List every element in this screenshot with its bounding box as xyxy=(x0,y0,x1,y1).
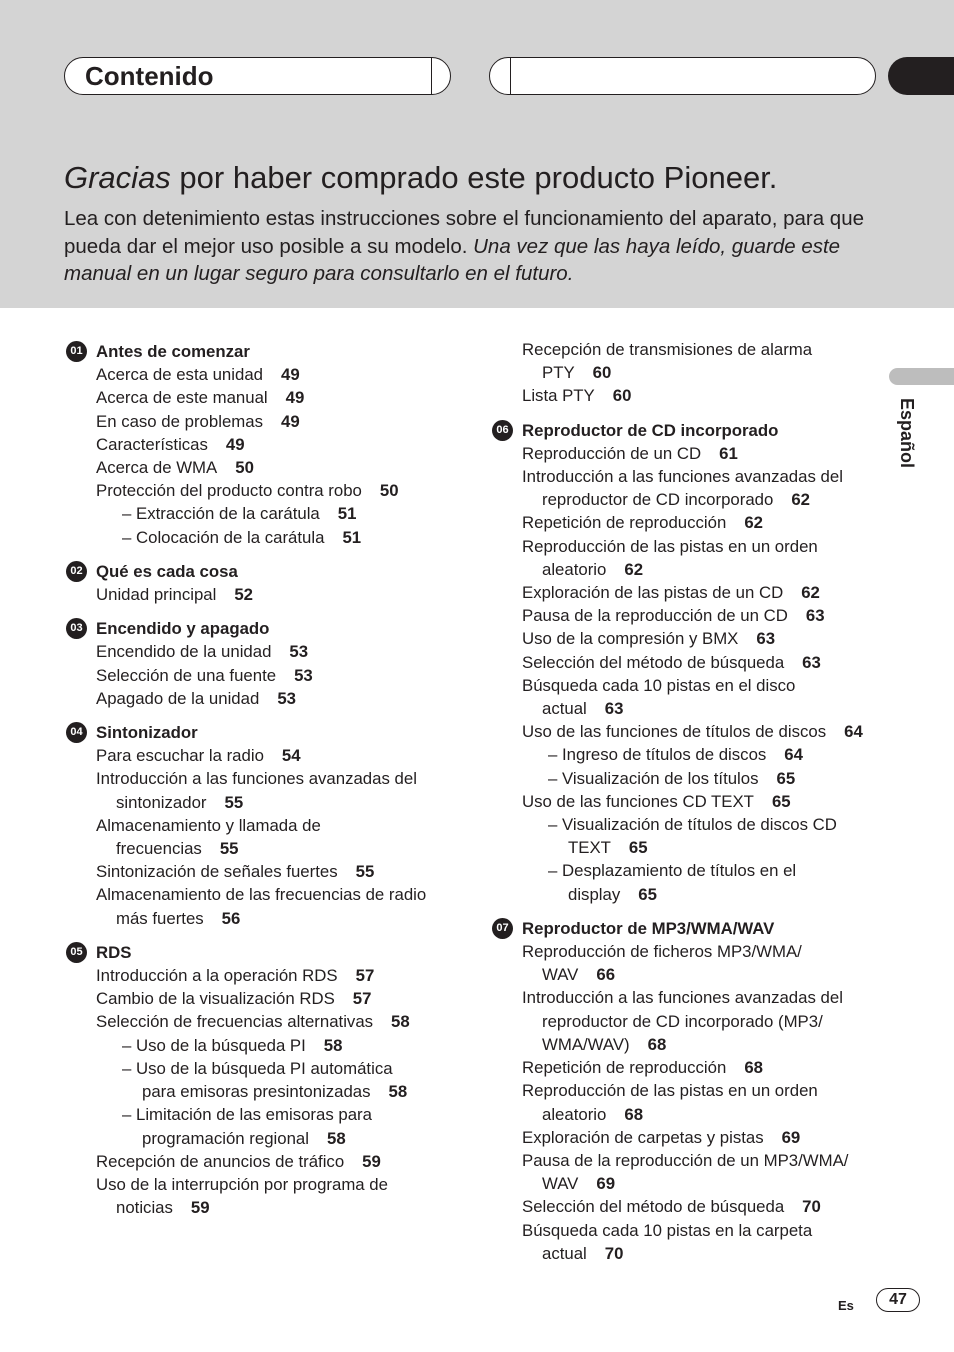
toc-subitem-continuation[interactable] xyxy=(490,836,890,859)
toc-item-text: programación regional xyxy=(142,1128,309,1148)
toc-item[interactable] xyxy=(490,1126,890,1149)
toc-item-continuation[interactable] xyxy=(490,1103,890,1126)
toc-page-number: 62 xyxy=(624,559,644,579)
toc-page-number: 62 xyxy=(744,513,763,533)
toc-item[interactable] xyxy=(490,940,890,963)
toc-item[interactable] xyxy=(64,479,464,502)
toc-page-number: 70 xyxy=(802,1197,821,1217)
toc-item-text: En caso de problemas xyxy=(96,411,263,431)
toc-item-text: Protección del producto contra robo xyxy=(96,481,362,501)
toc-item[interactable] xyxy=(490,1079,890,1102)
toc-subitem[interactable] xyxy=(64,1103,464,1126)
pill-seam xyxy=(431,58,432,94)
language-tab xyxy=(889,368,954,385)
toc-page-number: 53 xyxy=(277,688,296,708)
language-label: Español xyxy=(897,398,917,469)
section-number-badge: 06 xyxy=(492,420,513,441)
toc-page-number: 63 xyxy=(756,629,776,649)
toc-item-continuation[interactable] xyxy=(490,1172,890,1195)
toc-column-right xyxy=(490,338,890,1265)
toc-item[interactable] xyxy=(64,386,464,409)
toc-item-text: noticias xyxy=(116,1198,173,1218)
toc-page-number: 54 xyxy=(281,746,301,766)
toc-page-number: 49 xyxy=(281,365,300,385)
toc-page-number: 51 xyxy=(342,527,362,547)
toc-item-text: – Visualización de los títulos xyxy=(548,768,759,788)
toc-section-05[interactable] xyxy=(64,941,464,964)
toc-page-number: 55 xyxy=(219,839,239,859)
toc-item-text: – Ingreso de títulos de discos xyxy=(548,745,767,765)
toc-subitem[interactable] xyxy=(64,526,464,549)
toc-item-text: Selección del método de búsqueda xyxy=(522,1197,785,1217)
toc-item[interactable] xyxy=(490,627,890,650)
headline-italic: Gracias xyxy=(64,160,171,195)
toc-item-continuation[interactable] xyxy=(64,837,464,860)
toc-item-text: actual xyxy=(542,699,587,719)
toc-item-text: Repetición de reproducción xyxy=(522,513,727,533)
section-title: Reproductor de MP3/WMA/WAV xyxy=(522,918,775,938)
toc-page-number: 60 xyxy=(612,386,632,406)
intro-italic: Una vez que las haya leído, guarde este manual en un lugar seguro para consultarlo en el futuro. xyxy=(64,234,841,285)
toc-page-number: 69 xyxy=(781,1127,801,1147)
toc-item[interactable] xyxy=(64,767,464,790)
section-title: Antes de comenzar xyxy=(96,342,250,361)
toc-page-number: 63 xyxy=(604,699,624,719)
toc-item-text: Reproducción de las pistas en un orden xyxy=(522,536,818,556)
toc-item[interactable] xyxy=(490,384,890,407)
toc-page-number: 58 xyxy=(326,1128,346,1148)
toc-item[interactable] xyxy=(490,720,890,743)
toc-item[interactable] xyxy=(64,1173,464,1196)
toc-item[interactable] xyxy=(64,410,464,433)
empty-pill xyxy=(489,57,876,95)
toc-item-text: Acerca de este manual xyxy=(96,388,268,408)
toc-column-left xyxy=(64,338,464,1219)
toc-item[interactable] xyxy=(490,1056,890,1079)
toc-item-continuation[interactable] xyxy=(490,488,890,511)
toc-page-number: 53 xyxy=(294,665,313,685)
toc-item-text: Unidad principal xyxy=(96,585,217,605)
toc-item[interactable] xyxy=(64,664,464,687)
toc-page-number: 66 xyxy=(596,965,616,985)
headline-rest: por haber comprado este producto Pioneer. xyxy=(170,160,778,195)
toc-item-text: Uso de las funciones de títulos de discos xyxy=(522,722,827,742)
section-title: Contenido xyxy=(85,61,214,91)
toc-item-text: Búsqueda cada 10 pistas en el disco xyxy=(522,675,796,695)
toc-item[interactable] xyxy=(490,581,890,604)
toc-page-number: 65 xyxy=(771,791,791,811)
section-title: Encendido y apagado xyxy=(96,619,270,639)
toc-page-number: 59 xyxy=(190,1198,210,1218)
toc-page-number: 55 xyxy=(224,792,244,812)
toc-item[interactable] xyxy=(64,987,464,1010)
toc-item-text: – Colocación de la carátula xyxy=(122,527,325,547)
toc-item[interactable] xyxy=(64,363,464,386)
toc-item-text: Búsqueda cada 10 pistas en la carpeta xyxy=(522,1220,813,1240)
toc-item-continuation[interactable] xyxy=(490,1033,890,1056)
toc-subitem[interactable] xyxy=(490,859,890,882)
toc-page-number: 63 xyxy=(805,606,825,626)
toc-item-continuation[interactable] xyxy=(490,963,890,986)
intro-paragraph xyxy=(64,205,894,288)
toc-item[interactable] xyxy=(490,651,890,674)
toc-item-text: Apagado de la unidad xyxy=(96,688,260,708)
toc-item-text: Reproducción de las pistas en un orden xyxy=(522,1081,818,1101)
toc-item-text: Uso de la interrupción por programa de xyxy=(96,1174,388,1194)
toc-item-text: Cambio de la visualización RDS xyxy=(96,989,335,1009)
toc-item-text: Exploración de carpetas y pistas xyxy=(522,1127,764,1147)
toc-item[interactable] xyxy=(490,338,890,361)
toc-page-number: 53 xyxy=(289,642,309,662)
toc-section-02[interactable] xyxy=(64,560,464,583)
toc-item-continuation[interactable] xyxy=(64,1196,464,1219)
toc-item-text: Características xyxy=(96,434,208,454)
section-number-badge: 04 xyxy=(66,722,87,743)
toc-subitem[interactable] xyxy=(64,502,464,525)
toc-page-number: 55 xyxy=(355,862,375,882)
toc-item-text: display xyxy=(568,884,621,904)
toc-page-number: 58 xyxy=(391,1012,410,1032)
toc-item[interactable] xyxy=(64,883,464,906)
toc-item-text: – Extracción de la carátula xyxy=(122,504,320,524)
toc-item-text: WMA/WAV) xyxy=(542,1034,630,1054)
toc-page-number: 68 xyxy=(744,1058,763,1078)
toc-item[interactable] xyxy=(490,986,890,1009)
section-title: Qué es cada cosa xyxy=(96,561,238,581)
header-band xyxy=(0,0,954,308)
toc-item-text: Uso de las funciones CD TEXT xyxy=(522,791,754,811)
toc-item-text: Almacenamiento de las frecuencias de radio xyxy=(96,885,427,905)
section-number-badge: 03 xyxy=(66,618,87,639)
toc-item[interactable] xyxy=(490,1149,890,1172)
toc-item-text: Lista PTY xyxy=(522,386,595,406)
toc-item-text: Para escuchar la radio xyxy=(96,746,264,766)
toc-item-continuation[interactable] xyxy=(490,1242,890,1265)
toc-item-text: frecuencias xyxy=(116,839,202,859)
toc-item-text: Introducción a las funciones avanzadas del xyxy=(522,467,843,487)
toc-item-text: Acerca de esta unidad xyxy=(96,365,263,385)
toc-item-continuation[interactable] xyxy=(64,791,464,814)
toc-item[interactable] xyxy=(490,511,890,534)
toc-page-number: 70 xyxy=(604,1243,624,1263)
toc-subitem-continuation[interactable] xyxy=(64,1127,464,1150)
toc-item-text: Reproducción de un CD xyxy=(522,443,702,463)
toc-item[interactable] xyxy=(64,1150,464,1173)
toc-page-number: 56 xyxy=(221,908,241,928)
toc-item[interactable] xyxy=(64,433,464,456)
section-title: Reproductor de CD incorporado xyxy=(522,420,779,440)
toc-item-text: aleatorio xyxy=(542,559,607,579)
toc-item-text: – Uso de la búsqueda PI automática xyxy=(122,1058,393,1078)
intro-normal: Lea con detenimiento estas instrucciones sobre el funcionamiento del aparato, para que pueda dar el mejor uso posible a su modelo. xyxy=(64,207,865,258)
toc-item[interactable] xyxy=(490,535,890,558)
toc-item-text: Acerca de WMA xyxy=(96,458,218,478)
toc-page-number: 60 xyxy=(592,363,612,383)
headline xyxy=(64,158,777,198)
toc-subitem[interactable] xyxy=(490,743,890,766)
toc-page-number: 51 xyxy=(337,504,357,524)
toc-item-text: Introducción a la operación RDS xyxy=(96,966,338,986)
toc-item-text: – Limitación de las emisoras para xyxy=(122,1105,372,1125)
toc-item-continuation[interactable] xyxy=(490,361,890,384)
page-number-badge: 47 xyxy=(876,1288,920,1312)
toc-item-text: Recepción de transmisiones de alarma xyxy=(522,340,813,359)
section-number-badge: 05 xyxy=(66,942,87,963)
toc-page-number: 65 xyxy=(628,838,648,858)
toc-item[interactable] xyxy=(64,1010,464,1033)
toc-item-text: Almacenamiento y llamada de xyxy=(96,815,321,835)
toc-page-number: 50 xyxy=(379,481,399,501)
toc-item[interactable] xyxy=(490,1219,890,1242)
toc-subitem[interactable] xyxy=(490,767,890,790)
pill-seam xyxy=(510,58,511,94)
section-title: Sintonizador xyxy=(96,723,198,743)
toc-item-text: actual xyxy=(542,1243,587,1263)
toc-item-text: Sintonización de señales fuertes xyxy=(96,862,338,882)
toc-item-continuation[interactable] xyxy=(490,558,890,581)
toc-page-number: 58 xyxy=(323,1035,343,1055)
toc-item[interactable] xyxy=(64,814,464,837)
toc-page-number: 62 xyxy=(791,490,811,510)
toc-section-06[interactable] xyxy=(490,419,890,442)
toc-page-number: 58 xyxy=(388,1082,408,1102)
toc-item-text: Repetición de reproducción xyxy=(522,1058,727,1078)
toc-item-text: – Uso de la búsqueda PI xyxy=(122,1035,306,1055)
toc-page-number: 50 xyxy=(235,458,254,478)
toc-item[interactable] xyxy=(490,790,890,813)
toc-subitem[interactable] xyxy=(64,1057,464,1080)
toc-subitem[interactable] xyxy=(64,1034,464,1057)
toc-item-text: PTY xyxy=(542,363,575,383)
toc-section-07[interactable] xyxy=(490,917,890,940)
toc-item-text: Reproducción de ficheros MP3/WMA/ xyxy=(522,942,802,962)
toc-page-number: 57 xyxy=(352,989,372,1009)
toc-item-text: Selección de frecuencias alternativas xyxy=(96,1012,374,1032)
toc-item[interactable] xyxy=(64,964,464,987)
toc-subitem-continuation[interactable] xyxy=(490,883,890,906)
toc-item[interactable] xyxy=(490,604,890,627)
toc-item-text: WAV xyxy=(542,965,579,985)
toc-item-text: Encendido de la unidad xyxy=(96,642,272,662)
toc-item-text: – Visualización de títulos de discos CD xyxy=(548,815,837,835)
toc-item[interactable] xyxy=(64,640,464,663)
toc-page-number: 59 xyxy=(362,1151,381,1171)
toc-page-number: 64 xyxy=(784,745,803,765)
toc-subitem-continuation[interactable] xyxy=(64,1080,464,1103)
toc-page-number: 49 xyxy=(285,388,305,408)
toc-page-number: 49 xyxy=(280,411,300,431)
toc-item-text: Introducción a las funciones avanzadas del xyxy=(522,988,843,1008)
toc-section-01[interactable] xyxy=(64,340,464,363)
toc-subitem[interactable] xyxy=(490,813,890,836)
toc-item-continuation[interactable] xyxy=(64,907,464,930)
toc-page-number: 49 xyxy=(225,434,245,454)
toc-item-text: sintonizador xyxy=(116,792,207,812)
toc-item-text: reproductor de CD incorporado xyxy=(542,490,774,510)
toc-item-text: – Desplazamiento de títulos en el xyxy=(548,861,797,881)
toc-item-text: Uso de la compresión y BMX xyxy=(522,629,739,649)
toc-item-text: para emisoras presintonizadas xyxy=(142,1082,371,1102)
section-number-badge: 02 xyxy=(66,561,87,582)
toc-item[interactable] xyxy=(64,860,464,883)
toc-item-text: TEXT xyxy=(568,838,611,858)
toc-page-number: 57 xyxy=(355,966,375,986)
toc-item[interactable] xyxy=(490,674,890,697)
toc-item-text: aleatorio xyxy=(542,1104,607,1124)
toc-item[interactable] xyxy=(64,744,464,767)
toc-item-text: WAV xyxy=(542,1174,579,1194)
toc-page-number: 68 xyxy=(624,1104,644,1124)
toc-item-text: Recepción de anuncios de tráfico xyxy=(96,1151,345,1171)
toc-item-text: más fuertes xyxy=(116,908,204,928)
toc-item-text: Selección del método de búsqueda xyxy=(522,652,785,672)
toc-page-number: 52 xyxy=(234,585,254,605)
toc-page-number: 68 xyxy=(647,1034,667,1054)
section-number-badge: 01 xyxy=(66,341,87,362)
toc-item-continuation[interactable] xyxy=(490,1010,890,1033)
toc-item[interactable] xyxy=(64,583,464,606)
toc-page-number: 61 xyxy=(719,443,738,463)
toc-page-number: 62 xyxy=(801,583,820,603)
toc-page-number: 69 xyxy=(596,1174,616,1194)
toc-item-text: Pausa de la reproducción de un MP3/WMA/ xyxy=(522,1150,849,1170)
toc-page-number: 65 xyxy=(776,768,796,788)
toc-item[interactable] xyxy=(64,687,464,710)
toc-section-03[interactable] xyxy=(64,617,464,640)
toc-item[interactable] xyxy=(490,465,890,488)
toc-item[interactable] xyxy=(490,1195,890,1218)
toc-item-text: Exploración de las pistas de un CD xyxy=(522,583,784,603)
toc-page-number: 65 xyxy=(638,884,657,904)
toc-item-text: Introducción a las funciones avanzadas del xyxy=(96,769,417,789)
toc-page-number: 63 xyxy=(802,652,821,672)
toc-page-number: 64 xyxy=(844,722,863,742)
footer-language-code: Es xyxy=(838,1298,854,1313)
toc-item-text: reproductor de CD incorporado (MP3/ xyxy=(542,1011,823,1031)
toc-item-text: Pausa de la reproducción de un CD xyxy=(522,606,788,626)
section-number-badge: 07 xyxy=(492,918,513,939)
section-title-pill xyxy=(64,57,451,95)
toc-item[interactable] xyxy=(490,442,890,465)
section-title: RDS xyxy=(96,942,132,962)
toc-item[interactable] xyxy=(64,456,464,479)
toc-item-continuation[interactable] xyxy=(490,697,890,720)
toc-item-text: Selección de una fuente xyxy=(96,665,277,685)
black-tab xyxy=(888,57,954,95)
toc-section-04[interactable] xyxy=(64,721,464,744)
